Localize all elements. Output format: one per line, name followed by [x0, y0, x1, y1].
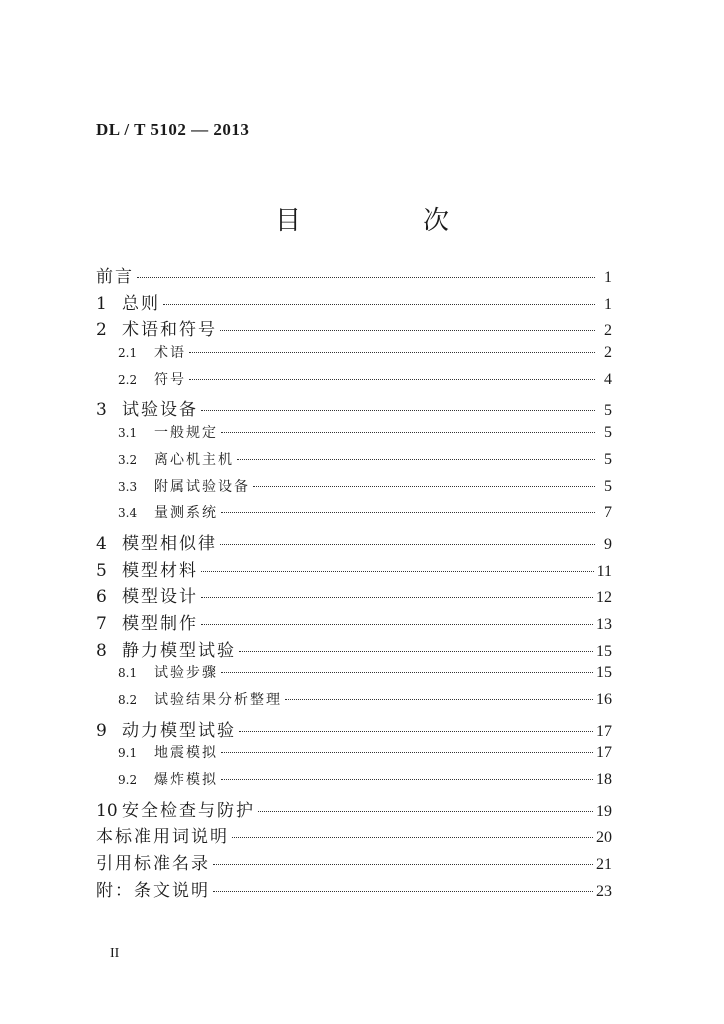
toc-entry-number: 9.2: [118, 773, 138, 788]
dot-leader: [201, 597, 593, 598]
toc-entry-label: 一般规定: [154, 425, 218, 442]
toc-entry[interactable]: [96, 609, 612, 636]
toc-entry[interactable]: [96, 315, 612, 342]
toc-entry-number: 8.1: [118, 666, 138, 681]
dot-leader: [201, 571, 594, 572]
toc-entry[interactable]: [96, 476, 612, 503]
dot-leader: [163, 304, 595, 305]
toc-entry-number: 10: [96, 800, 118, 821]
dot-leader: [220, 330, 595, 331]
toc-entry-page: 4: [604, 370, 612, 388]
dot-leader: [232, 837, 593, 838]
toc-entry-page: 2: [604, 344, 612, 362]
toc-entry-number: 2.1: [118, 346, 138, 361]
toc-entry[interactable]: [96, 689, 612, 716]
dot-leader: [285, 699, 593, 700]
table-of-contents: [96, 262, 612, 903]
toc-entry-page: 13: [596, 615, 612, 633]
dot-leader: [221, 432, 595, 433]
toc-entry-page: 1: [604, 295, 612, 313]
toc-entry-label: 爆炸模拟: [154, 772, 218, 789]
toc-entry-number: 3.2: [118, 452, 138, 467]
toc-entry-page: 18: [596, 771, 612, 789]
toc-entry-label: 静力模型试验: [122, 640, 236, 661]
toc-entry-label: 模型制作: [122, 613, 198, 634]
toc-entry-number: 7: [96, 613, 107, 634]
toc-entry-number: 4: [96, 533, 107, 554]
toc-entry[interactable]: [96, 769, 612, 796]
toc-entry[interactable]: [96, 796, 612, 823]
toc-entry-label: 总则: [122, 293, 160, 314]
toc-entry[interactable]: [96, 636, 612, 663]
toc-entry-page: 15: [596, 664, 612, 682]
dot-leader: [258, 811, 593, 812]
toc-entry-label: 术语和符号: [122, 320, 217, 341]
toc-entry-number: 3: [96, 400, 107, 421]
toc-entry-label: 引用标准名录: [96, 854, 210, 875]
toc-entry[interactable]: [96, 502, 612, 529]
toc-entry[interactable]: [96, 582, 612, 609]
toc-entry[interactable]: [96, 662, 612, 689]
dot-leader: [213, 891, 593, 892]
toc-entry[interactable]: [96, 529, 612, 556]
toc-entry-label: 术语: [154, 345, 186, 362]
toc-entry-page: 21: [596, 856, 612, 874]
toc-entry-number: 5: [96, 560, 107, 581]
toc-entry-page: 9: [604, 535, 612, 553]
dot-leader: [189, 352, 595, 353]
toc-entry-page: 5: [604, 450, 612, 468]
toc-entry-page: 7: [604, 504, 612, 522]
toc-entry-page: 5: [604, 477, 612, 495]
dot-leader: [221, 672, 593, 673]
toc-entry-page: 2: [604, 322, 612, 340]
dot-leader: [239, 651, 593, 652]
toc-entry[interactable]: [96, 342, 612, 369]
dot-leader: [221, 512, 595, 513]
toc-entry-number: 9.1: [118, 746, 138, 761]
standard-code: DL / T 5102 — 2013: [96, 120, 250, 139]
toc-entry-label: 模型相似律: [122, 533, 217, 554]
dot-leader: [221, 779, 593, 780]
toc-entry-number: 2: [96, 320, 107, 341]
toc-entry[interactable]: [96, 449, 612, 476]
toc-entry-label: 前言: [96, 267, 134, 287]
dot-leader: [221, 752, 593, 753]
toc-entry-number: 3.4: [118, 506, 138, 521]
dot-leader: [220, 544, 595, 545]
dot-leader: [253, 486, 595, 487]
toc-entry[interactable]: [96, 716, 612, 743]
page-number: II: [110, 946, 120, 961]
toc-entry-number: 3.3: [118, 479, 138, 494]
dot-leader: [137, 277, 595, 278]
toc-entry-page: 15: [596, 642, 612, 660]
dot-leader: [213, 864, 593, 865]
toc-entry-label: 地震模拟: [154, 745, 218, 762]
toc-entry-page: 5: [604, 402, 612, 420]
toc-entry-label: 模型设计: [122, 587, 198, 608]
toc-title: 目 次: [274, 206, 497, 236]
toc-entry[interactable]: [96, 262, 612, 289]
dot-leader: [201, 410, 595, 411]
toc-entry-label: 试验设备: [122, 400, 198, 421]
toc-entry[interactable]: [96, 395, 612, 422]
dot-leader: [201, 624, 593, 625]
toc-entry-label: 量测系统: [154, 505, 218, 522]
toc-entry-label: 试验步骤: [154, 665, 218, 682]
toc-entry[interactable]: [96, 422, 612, 449]
toc-entry-label: 模型材料: [122, 560, 198, 581]
toc-entry-label: 试验结果分析整理: [154, 692, 282, 708]
toc-entry-page: 5: [604, 424, 612, 442]
toc-entry-label: 附属试验设备: [154, 478, 250, 495]
toc-entry-page: 16: [596, 691, 612, 708]
toc-entry-number: 9: [96, 720, 107, 741]
toc-entry-number: 8: [96, 640, 107, 661]
toc-entry-page: 19: [596, 802, 612, 820]
toc-entry-number: 8.2: [118, 693, 138, 707]
toc-entry-page: 17: [596, 722, 612, 740]
toc-entry-label: 附：条文说明: [96, 880, 210, 901]
toc-entry-number: 2.2: [118, 372, 138, 387]
toc-entry[interactable]: [96, 742, 612, 769]
toc-entry[interactable]: [96, 876, 612, 903]
toc-entry-page: 1: [604, 269, 612, 286]
toc-entry-label: 动力模型试验: [122, 720, 236, 741]
toc-entry-page: 12: [596, 589, 612, 607]
toc-entry[interactable]: [96, 369, 612, 396]
toc-entry-label: 安全检查与防护: [122, 800, 255, 821]
toc-entry-label: 本标准用词说明: [96, 827, 229, 848]
dot-leader: [189, 379, 595, 380]
toc-entry-label: 离心机主机: [154, 451, 234, 468]
toc-entry-page: 23: [596, 882, 612, 900]
toc-entry[interactable]: [96, 289, 612, 316]
toc-entry-page: 11: [596, 562, 612, 580]
toc-entry[interactable]: [96, 556, 612, 583]
toc-entry-page: 20: [596, 829, 612, 847]
toc-entry-number: 1: [96, 293, 107, 314]
toc-entry-number: 6: [96, 587, 107, 608]
dot-leader: [237, 459, 595, 460]
toc-entry-label: 符号: [154, 371, 186, 388]
toc-entry-number: 3.1: [118, 426, 138, 441]
toc-entry[interactable]: [96, 849, 612, 876]
dot-leader: [239, 731, 593, 732]
toc-entry[interactable]: [96, 822, 612, 849]
toc-entry-page: 17: [596, 744, 612, 762]
